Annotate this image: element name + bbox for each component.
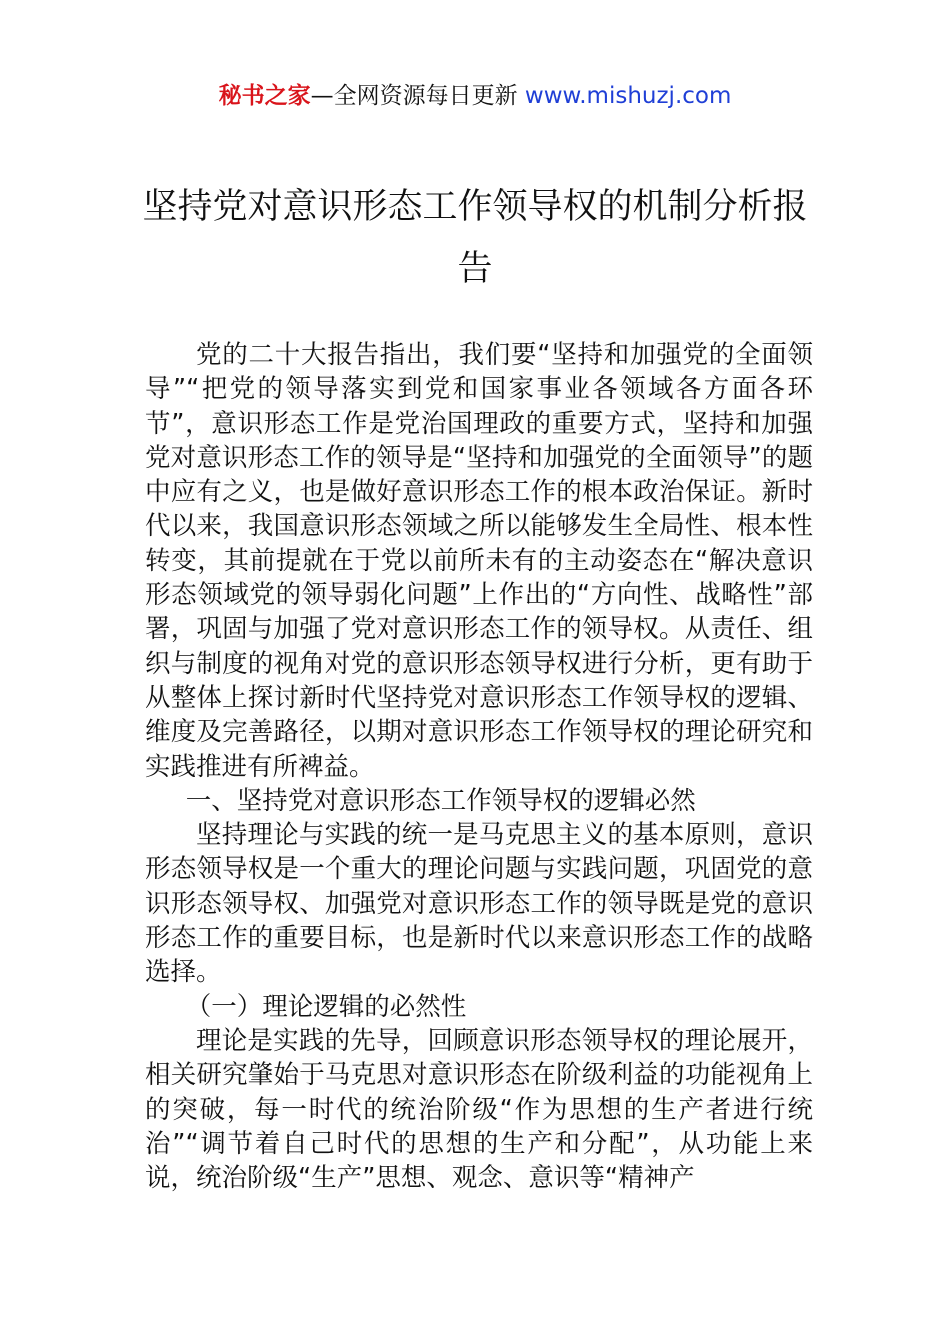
site-tagline: —全网资源每日更新 — [310, 83, 525, 109]
subsection-heading-1-1: （一）理论逻辑的必然性 — [185, 991, 467, 1022]
site-brand: 秘书之家 — [218, 83, 311, 109]
document-body — [145, 338, 813, 1195]
site-url-link[interactable]: www.mishuzj.com — [524, 83, 732, 109]
paragraph-intro: 党的二十大报告指出，我们要“坚持和加强党的全面领导”“把党的领导落实到党和国家事业各领域各方面各环节”，意识形态工作是党治国理政的重要方式，坚持和加强党对意识形态工作的领导是“坚持和加强党的全面领导”的题中应有之义，也是做好意识形态工作的根本政治保证。新时代以来，我国意识形态领域之所以能够发生全局性、根本性转变，其前提就在于党以前所未有的主动姿态在“解决意识形态领域党的领导弱化问题”上作出的“方向性、战略性”部署，巩固与加强了党对意识形态工作的领导权。从责任、组织与制度的视角对党的意识形态领导权进行分析，更有助于从整体上探讨新时代坚持党对意识形态工作领导权的逻辑、维度及完善路径，以期对意识形态工作领导权的理论研究和实践推进有所裨益。 — [145, 340, 813, 782]
document-title: 坚持党对意识形态工作领导权的机制分析报告 — [142, 187, 808, 289]
paragraph-section-1: 坚持理论与实践的统一是马克思主义的基本原则，意识形态领导权是一个重大的理论问题与实践问题，巩固党的意识形态领导权、加强党对意识形态工作的领导既是党的意识形态工作的重要目标，也是新时代以来意识形态工作的战略选择。 — [145, 820, 813, 988]
paragraph-subsection-1-1: 理论是实践的先导，回顾意识形态领导权的理论展开，相关研究肇始于马克思对意识形态在阶级利益的功能视角上的突破，每一时代的统治阶级“作为思想的生产者进行统治”“调节着自己时代的思想的生产和分配”，从功能上来说，统治阶级“生产”思想、观念、意识等“精神产 — [145, 1025, 813, 1194]
site-header — [0, 80, 950, 112]
section-heading-1: 一、坚持党对意识形态工作领导权的逻辑必然 — [185, 785, 696, 816]
